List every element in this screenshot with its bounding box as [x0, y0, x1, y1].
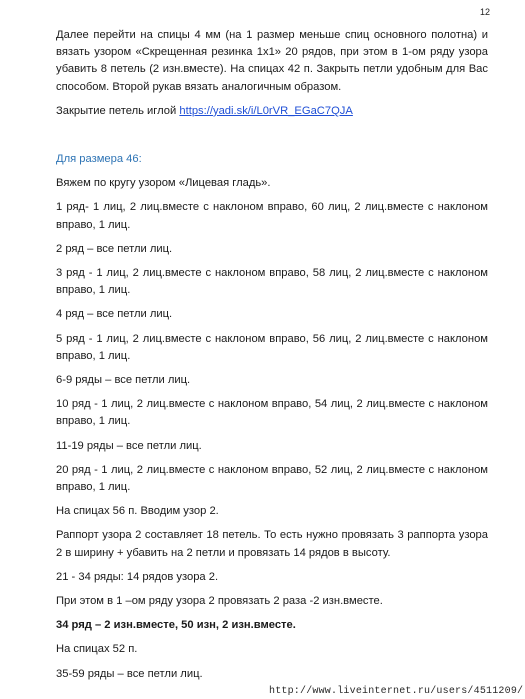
- instruction-line: Раппорт узора 2 составляет 18 петель. То есть нужно провязать 3 раппорта узора 2 в ширину + убавить на 2 петли и провязать 14 рядов в высоту.: [56, 529, 488, 559]
- page-number: 12: [479, 7, 490, 17]
- closing-label: Закрытие петель иглой: [56, 104, 177, 117]
- intro-paragraph: Далее перейти на спицы 4 мм (на 1 размер меньше спиц основного полотна) и вязать узором «Скрещенная резинка 1х1» 20 рядов, при этом в 1-ом ряду узора убавить 8 петель (2 изн.вместе). На спицах 42 п. Закрыть петли удобным для Вас способом. Второй рукав вязать аналогичным образом.: [56, 29, 488, 93]
- section-spacer: [56, 127, 488, 135]
- watermark-url: http://www.liveinternet.ru/users/4511209/: [269, 686, 524, 697]
- instruction-line: 21 - 34 ряды: 14 рядов узора 2.: [56, 570, 219, 583]
- instruction-line: Вяжем по кругу узором «Лицевая гладь».: [56, 177, 271, 190]
- document-body: [56, 27, 488, 690]
- instruction-line: 3 ряд - 1 лиц, 2 лиц.вместе с наклоном вправо, 58 лиц, 2 лиц.вместе с наклоном вправо, 1 лиц.: [56, 267, 488, 297]
- instruction-line: 2 ряд – все петли лиц.: [56, 242, 173, 255]
- instruction-line: 35-59 ряды – все петли лиц.: [56, 667, 203, 680]
- instruction-line: На спицах 56 п. Вводим узор 2.: [56, 505, 219, 518]
- section-heading: Для размера 46:: [56, 153, 142, 166]
- instruction-line: 5 ряд - 1 лиц, 2 лиц.вместе с наклоном вправо, 56 лиц, 2 лиц.вместе с наклоном вправо, 1 лиц.: [56, 332, 488, 362]
- instruction-line-bold: 34 ряд – 2 изн.вместе, 50 изн, 2 изн.вместе.: [56, 619, 296, 632]
- instruction-line: На спицах 52 п.: [56, 643, 138, 656]
- instruction-line: При этом в 1 –ом ряду узора 2 провязать 2 раза -2 изн.вместе.: [56, 595, 383, 608]
- instruction-line: 4 ряд – все петли лиц.: [56, 308, 173, 321]
- instruction-line: 11-19 ряды – все петли лиц.: [56, 439, 202, 452]
- instruction-line: 20 ряд - 1 лиц, 2 лиц.вместе с наклоном вправо, 52 лиц, 2 лиц.вместе с наклоном вправо, 1 лиц.: [56, 463, 488, 494]
- instruction-line: 6-9 ряды – все петли лиц.: [56, 374, 191, 387]
- instruction-line: 1 ряд- 1 лиц, 2 лиц.вместе с наклоном вправо, 60 лиц, 2 лиц.вместе с наклоном вправо, 1 лиц.: [56, 201, 488, 231]
- closing-line: [56, 103, 488, 120]
- closing-link[interactable]: https://yadi.sk/i/L0rVR_EGaC7QJA: [179, 104, 353, 117]
- instruction-line: 10 ряд - 1 лиц, 2 лиц.вместе с наклоном вправо, 54 лиц, 2 лиц.вместе с наклоном вправо, 1 лиц.: [56, 398, 488, 428]
